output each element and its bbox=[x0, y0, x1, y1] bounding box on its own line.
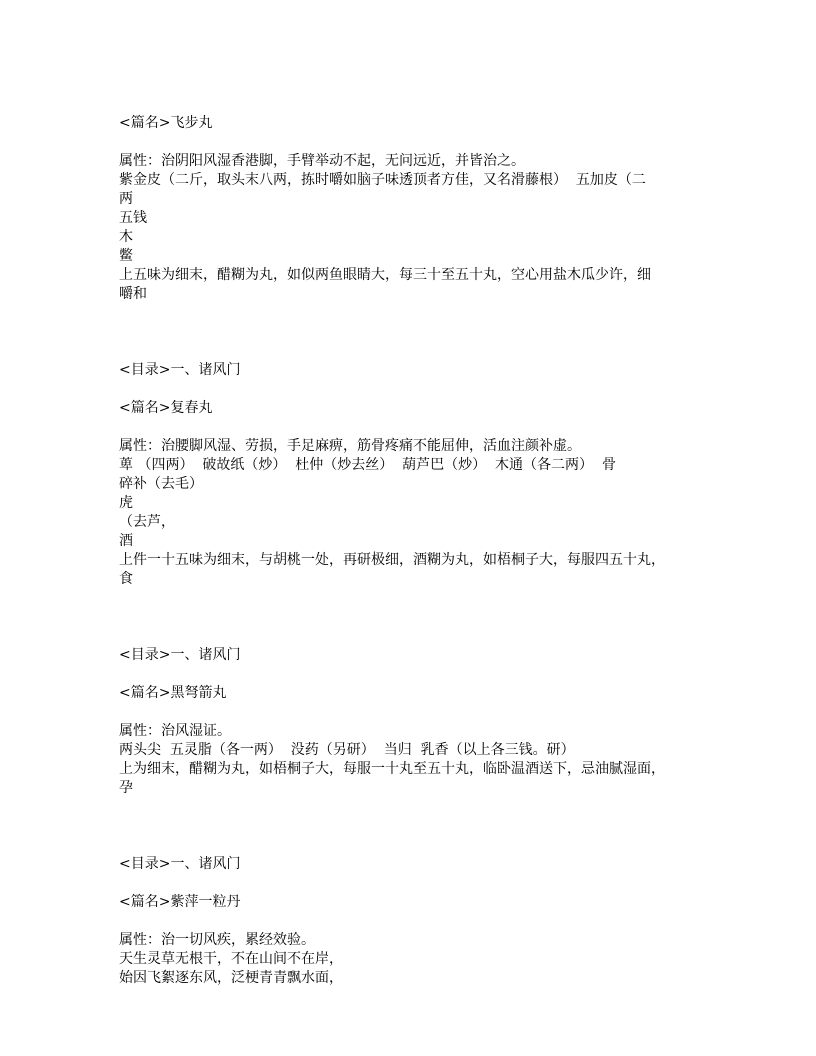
section-fei-bu-wan bbox=[119, 114, 679, 304]
text-line: （去芦， bbox=[119, 514, 175, 530]
section-fu-chun-wan bbox=[119, 361, 679, 589]
attribute-line: 属性：治风湿证。 bbox=[119, 723, 231, 739]
text-line: 碎补（去毛） bbox=[119, 476, 203, 492]
text-line: 木 bbox=[119, 229, 133, 245]
text-line: 五钱 bbox=[119, 210, 147, 226]
text-line: 上件一十五味为细末，与胡桃一处，再研极细，酒糊为丸，如梧桐子大，每服四五十丸， bbox=[119, 552, 665, 568]
attribute-line: 属性：治一切风疾，累经效验。 bbox=[119, 932, 315, 948]
section-title: <篇名>黑弩箭丸 bbox=[119, 685, 227, 701]
text-line: 酒 bbox=[119, 533, 133, 549]
text-line: 上为细末，醋糊为丸，如梧桐子大，每服一十丸至五十丸，临卧温酒送下，忌油腻湿面， bbox=[119, 761, 665, 777]
text-line: 食 bbox=[119, 571, 133, 587]
text-line: 上五味为细末，醋糊为丸，如似两鱼眼睛大，每三十至五十丸，空心用盐木瓜少许，细 bbox=[119, 267, 651, 283]
document-page bbox=[119, 114, 679, 988]
catalog-heading: <目录>一、诸风门 bbox=[119, 647, 241, 663]
text-line: 虎 bbox=[119, 495, 133, 511]
section-title: <篇名>复春丸 bbox=[119, 400, 213, 416]
text-line: 孕 bbox=[119, 780, 133, 796]
section-title: <篇名>紫萍一粒丹 bbox=[119, 894, 241, 910]
text-line: 天生灵草无根干，不在山间不在岸， bbox=[119, 951, 343, 967]
section-title: <篇名>飞步丸 bbox=[119, 115, 213, 131]
catalog-heading: <目录>一、诸风门 bbox=[119, 362, 241, 378]
text-line: 两 bbox=[119, 191, 133, 207]
text-line: 紫金皮（二斤，取头末八两，拣时嚼如脑子味透顶者方佳，又名滑藤根） 五加皮（二 bbox=[119, 172, 646, 188]
catalog-heading: <目录>一、诸风门 bbox=[119, 856, 241, 872]
text-line: 嚼和 bbox=[119, 286, 147, 302]
section-hei-nu-jian-wan bbox=[119, 646, 679, 798]
attribute-line: 属性：治阴阳风湿香港脚，手臂举动不起，无问远近，并皆治之。 bbox=[119, 153, 525, 169]
text-line: 两头尖 五灵脂（各一两） 没药（另研） 当归 乳香（以上各三钱。研） bbox=[119, 742, 575, 758]
text-line: 鳖 bbox=[119, 248, 133, 264]
section-zi-ping-yi-li-dan bbox=[119, 855, 679, 988]
attribute-line: 属性：治腰脚风湿、劳损，手足麻痹，筋骨疼痛不能屈伸，活血注颜补虚。 bbox=[119, 438, 581, 454]
text-line: 萆 （四两） 破故纸（炒） 杜仲（炒去丝） 葫芦巴（炒） 木通（各二两） 骨 bbox=[119, 457, 616, 473]
text-line: 始因飞絮逐东风，泛梗青青飘水面， bbox=[119, 970, 343, 986]
